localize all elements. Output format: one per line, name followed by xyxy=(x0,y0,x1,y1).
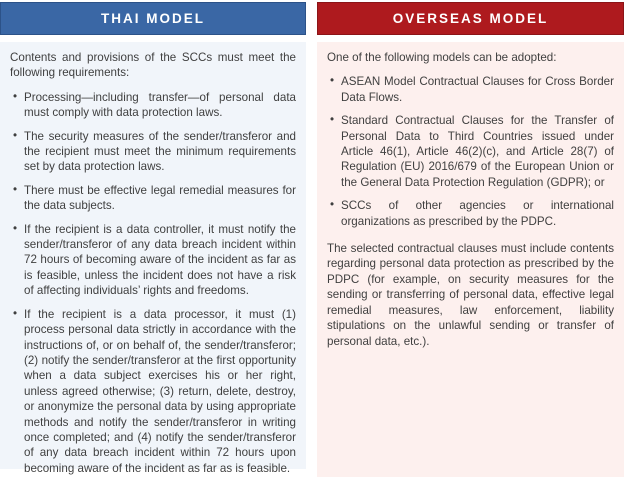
list-item: • There must be effective legal remedial measures for the data subjects. xyxy=(10,183,296,214)
thai-model-title: THAI MODEL xyxy=(101,11,205,26)
list-item: • If the recipient is a data controller, it must notify the sender/transferor of any data breach incident within 72 hours of becoming aware of the incident as far as is feasible, unless the incident does not have a risk of affecting individuals’ rights and freedoms. xyxy=(10,222,296,299)
thai-model-header xyxy=(0,2,306,35)
thai-bullet-list xyxy=(10,90,296,476)
overseas-model-body xyxy=(317,42,624,477)
list-item: • The security measures of the sender/transferor and the recipient must meet the minimum requirements set by data protection laws. xyxy=(10,129,296,175)
list-item: • Processing—including transfer—of personal data must comply with data protection laws. xyxy=(10,90,296,121)
thai-model-column xyxy=(0,0,306,477)
list-item: • ASEAN Model Contractual Clauses for Cross Border Data Flows. xyxy=(327,74,614,105)
list-item: • Standard Contractual Clauses for the Transfer of Personal Data to Third Countries issued under Article 46(1), Article 46(2)(c), and Article 28(7) of Regulation (EU) 2016/679 of the European Union or the General Data Protection Regulation (GDPR); or xyxy=(327,113,614,190)
overseas-intro-text: One of the following models can be adopted: xyxy=(327,51,557,64)
overseas-bullet-list xyxy=(327,74,614,229)
overseas-model-column xyxy=(317,0,624,477)
thai-intro-text: Contents and provisions of the SCCs must meet the following requirements: xyxy=(10,51,296,80)
list-item: • SCCs of other agencies or international organizations as prescribed by the PDPC. xyxy=(327,198,614,229)
overseas-model-header xyxy=(317,2,624,35)
thai-model-body xyxy=(0,42,306,475)
overseas-closing-text: The selected contractual clauses must include contents regarding personal data protection as prescribed by the PDPC (for example, on security measures for the sending or transferring of personal data, effective legal remedial measures, law enforcement, liability stipulations on the unlawful sending or transfer of personal data, etc.). xyxy=(327,242,614,348)
overseas-model-title: OVERSEAS MODEL xyxy=(392,11,549,26)
list-item: • If the recipient is a data processor, it must (1) process personal data strictly in accordance with the instructions of, or on behalf of, the sender/transferor; (2) notify the sender/transferor at the first opportunity when a data subject exercises his or her right, unless agreed otherwise; (3) return, delete, destroy, or anonymize the personal data by using appropriate methods and notify the sender/transferor in writing once completed; and (4) notify the sender/transferor of any data breach incident within 72 hours upon becoming aware of the incident as far as is feasible. xyxy=(10,307,296,476)
